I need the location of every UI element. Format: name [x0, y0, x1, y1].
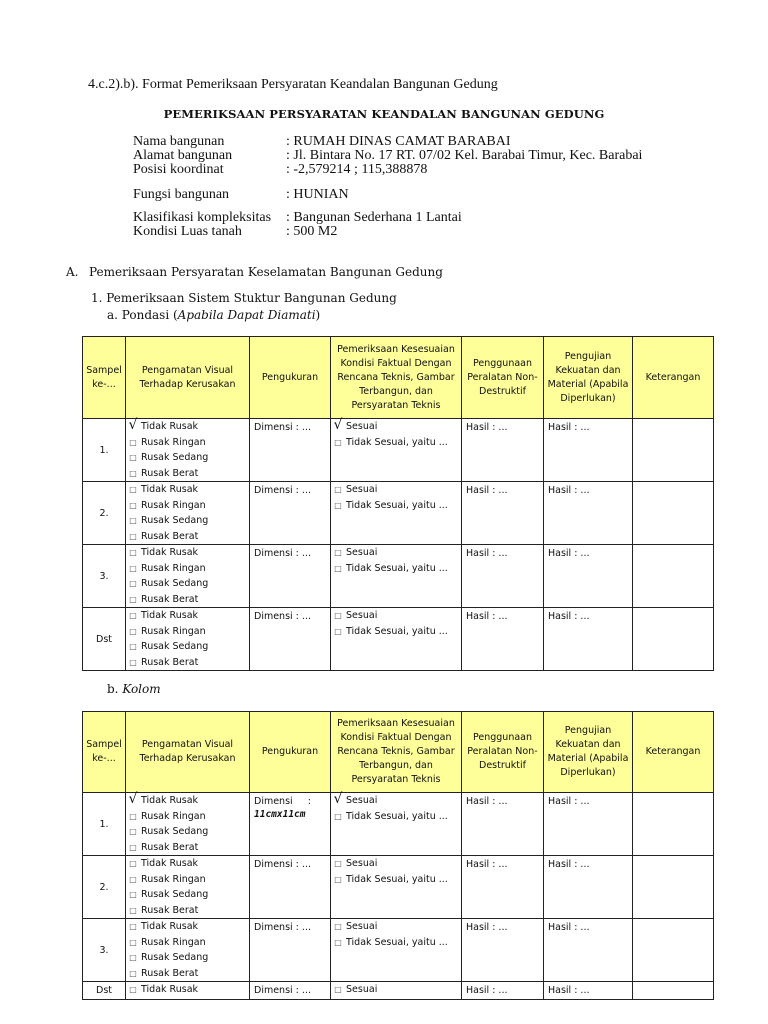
visual-option: [126, 466, 249, 482]
header-pengujian: Pengujian Kekuatan dan Material (Apabila Diperlukan): [544, 337, 633, 419]
info-value: : RUMAH DINAS CAMAT BARABAI: [286, 134, 511, 149]
checkbox-icon[interactable]: □: [129, 642, 137, 651]
header-peralatan: Penggunaan Peralatan Non-Destruktif: [462, 337, 544, 419]
option-label: Rusak Sedang: [141, 641, 209, 652]
remarks-cell[interactable]: [633, 919, 714, 982]
visual-options-cell: [126, 982, 250, 1000]
material-test-result-cell[interactable]: Hasil : ...: [544, 482, 633, 545]
table-row: [83, 545, 714, 608]
checkbox-icon[interactable]: □: [129, 579, 137, 588]
table-row: [83, 982, 714, 1000]
checkbox-icon[interactable]: □: [129, 453, 137, 462]
option-label: Tidak Rusak: [141, 795, 199, 806]
header-sampel: Sampel ke-...: [83, 337, 126, 419]
sample-number: 2.: [83, 482, 126, 545]
subsection-pondasi: [107, 308, 320, 322]
conformity-option: [331, 809, 461, 825]
kolom-table: [82, 711, 714, 1000]
checkbox-icon[interactable]: □: [129, 811, 137, 821]
option-label: Tidak Sesuai, yaitu ...: [346, 499, 448, 511]
nondestructive-result-cell[interactable]: Hasil : ...: [462, 545, 544, 608]
measurement-label: Dimensi : ...: [254, 985, 311, 996]
visual-option: [126, 872, 249, 888]
conformity-options-cell: [331, 919, 462, 982]
info-label: Posisi koordinat: [133, 162, 224, 177]
visual-option: [126, 482, 249, 498]
sample-number: 1.: [83, 419, 126, 482]
measurement-label: Dimensi : ...: [254, 922, 311, 933]
info-klasifikasi: [133, 210, 462, 225]
table-row: [83, 482, 714, 545]
visual-option: [126, 655, 249, 671]
table-row: [83, 419, 714, 482]
checkbox-icon[interactable]: □: [334, 563, 342, 573]
section-1-heading: 1. Pemeriksaan Sistem Stuktur Bangunan Gedung: [91, 291, 397, 305]
material-test-result-cell[interactable]: Hasil : ...: [544, 793, 633, 856]
conformity-option: [331, 498, 461, 514]
visual-option: [126, 793, 249, 809]
measurement-cell[interactable]: [250, 545, 331, 608]
visual-options-cell: [126, 545, 250, 608]
visual-option: [126, 592, 249, 608]
visual-option: [126, 982, 249, 998]
option-label: Tidak Rusak: [141, 610, 199, 621]
sample-number: Dst: [83, 608, 126, 671]
header-pengukuran: Pengukuran: [250, 712, 331, 793]
option-label: Tidak Sesuai, yaitu ...: [346, 436, 448, 448]
sample-number: 1.: [83, 793, 126, 856]
visual-option: [126, 561, 249, 577]
checkbox-icon[interactable]: □: [334, 985, 342, 994]
remarks-cell[interactable]: [633, 982, 714, 1000]
option-label: Tidak Sesuai, yaitu ...: [346, 936, 448, 948]
nondestructive-result-cell[interactable]: Hasil : ...: [462, 608, 544, 671]
option-label: Rusak Sedang: [141, 452, 209, 463]
checkbox-icon[interactable]: □: [334, 937, 342, 947]
checkbox-icon[interactable]: □: [334, 548, 342, 557]
visual-option: [126, 450, 249, 466]
option-label: Rusak Sedang: [141, 826, 209, 837]
info-label: Klasifikasi kompleksitas: [133, 210, 272, 225]
visual-option: [126, 903, 249, 919]
measurement-label: Dimensi : ...: [254, 548, 311, 559]
visual-option: [126, 639, 249, 655]
option-label: Rusak Sedang: [141, 515, 209, 526]
document-heading: 4.c.2).b). Format Pemeriksaan Persyaratan Keandalan Bangunan Gedung: [88, 77, 498, 92]
option-label: Tidak Sesuai, yaitu ...: [346, 810, 448, 822]
visual-options-cell: [126, 793, 250, 856]
option-label: Tidak Rusak: [141, 858, 199, 869]
measurement-cell[interactable]: [250, 608, 331, 671]
visual-option: [126, 824, 249, 840]
subsection-italic: Apabila Dapat Diamati: [177, 308, 316, 322]
info-luas: [133, 224, 337, 239]
checkbox-icon[interactable]: □: [129, 905, 137, 915]
conformity-options-cell: [331, 545, 462, 608]
visual-option: [126, 435, 249, 451]
remarks-cell[interactable]: [633, 608, 714, 671]
measurement-label: Dimensi :: [254, 796, 311, 807]
option-label: Rusak Sedang: [141, 889, 209, 900]
info-alamat: [133, 148, 642, 163]
option-label: Rusak Berat: [141, 841, 199, 853]
option-label: Sesuai: [346, 858, 378, 869]
option-label: Rusak Sedang: [141, 952, 209, 963]
checkbox-icon[interactable]: □: [129, 531, 137, 541]
nondestructive-result-cell[interactable]: Hasil : ...: [462, 482, 544, 545]
measurement-label: Dimensi : ...: [254, 611, 311, 622]
info-fungsi: [133, 187, 349, 202]
subsection-prefix: b.: [107, 682, 123, 696]
material-test-result-cell[interactable]: Hasil : ...: [544, 608, 633, 671]
pondasi-table: [82, 336, 714, 671]
option-label: Rusak Berat: [141, 904, 199, 916]
option-label: Sesuai: [346, 795, 378, 806]
option-label: Rusak Ringan: [141, 873, 206, 885]
header-sampel: Sampel ke-...: [83, 712, 126, 793]
visual-option: [126, 498, 249, 514]
checkbox-icon[interactable]: □: [129, 968, 137, 978]
visual-option: [126, 840, 249, 856]
table-row: [83, 793, 714, 856]
visual-option: [126, 529, 249, 545]
visual-option: [126, 624, 249, 640]
subsection-prefix: a. Pondasi (: [107, 308, 178, 322]
conformity-options-cell: [331, 419, 462, 482]
measurement-label: Dimensi : ...: [254, 859, 311, 870]
checkbox-icon[interactable]: □: [129, 437, 137, 447]
visual-option: [126, 950, 249, 966]
nondestructive-result-cell[interactable]: Hasil : ...: [462, 793, 544, 856]
option-label: Rusak Ringan: [141, 436, 206, 448]
option-label: Tidak Rusak: [141, 921, 199, 932]
checkbox-icon[interactable]: □: [129, 874, 137, 884]
conformity-options-cell: [331, 856, 462, 919]
visual-option: [126, 919, 249, 935]
section-a-text: Pemeriksaan Persyaratan Keselamatan Bangunan Gedung: [89, 265, 443, 279]
checkbox-icon[interactable]: □: [334, 811, 342, 821]
visual-options-cell: [126, 482, 250, 545]
visual-options-cell: [126, 608, 250, 671]
header-kesesuaian: Pemeriksaan Kesesuaian Kondisi Faktual Dengan Rencana Teknis, Gambar Terbangun, dan Persyaratan Teknis: [331, 337, 462, 419]
header-keterangan: Keterangan: [633, 337, 714, 419]
visual-option: [126, 966, 249, 982]
option-label: Sesuai: [346, 610, 378, 621]
conformity-option: [331, 919, 461, 935]
option-label: Tidak Sesuai, yaitu ...: [346, 625, 448, 637]
header-peralatan: Penggunaan Peralatan Non-Destruktif: [462, 712, 544, 793]
conformity-options-cell: [331, 793, 462, 856]
sample-number: 3.: [83, 545, 126, 608]
checkbox-icon[interactable]: □: [334, 437, 342, 447]
checkmark-icon[interactable]: √: [333, 791, 343, 807]
nondestructive-result-cell[interactable]: Hasil : ...: [462, 856, 544, 919]
checkbox-icon[interactable]: □: [334, 611, 342, 620]
visual-options-cell: [126, 856, 250, 919]
option-label: Sesuai: [346, 547, 378, 558]
checkbox-icon[interactable]: □: [129, 611, 137, 620]
checkmark-icon[interactable]: √: [128, 417, 138, 433]
checkbox-icon[interactable]: □: [129, 859, 137, 868]
nondestructive-result-cell[interactable]: Hasil : ...: [462, 982, 544, 1000]
visual-option: [126, 419, 249, 435]
measurement-cell[interactable]: [250, 919, 331, 982]
info-label: Nama bangunan: [133, 134, 225, 149]
info-label: Alamat bangunan: [133, 148, 233, 163]
conformity-option: [331, 608, 461, 624]
table-header-row: [83, 712, 714, 793]
material-test-result-cell[interactable]: Hasil : ...: [544, 419, 633, 482]
checkbox-icon[interactable]: □: [129, 468, 137, 478]
checkbox-icon[interactable]: □: [334, 874, 342, 884]
checkbox-icon[interactable]: □: [129, 500, 137, 510]
info-value: : Bangunan Sederhana 1 Lantai: [286, 210, 462, 225]
option-label: Rusak Berat: [141, 530, 199, 542]
header-keterangan: Keterangan: [633, 712, 714, 793]
conformity-option: [331, 982, 461, 998]
checkbox-icon[interactable]: □: [129, 953, 137, 962]
option-label: Tidak Rusak: [141, 547, 199, 558]
remarks-cell[interactable]: [633, 419, 714, 482]
info-value: : -2,579214 ; 115,388878: [286, 162, 428, 177]
conformity-option: [331, 435, 461, 451]
option-label: Tidak Sesuai, yaitu ...: [346, 873, 448, 885]
checkbox-icon[interactable]: □: [129, 985, 137, 994]
remarks-cell[interactable]: [633, 545, 714, 608]
option-label: Tidak Rusak: [141, 484, 199, 495]
subsection-suffix: ): [315, 308, 321, 322]
header-pengujian: Pengujian Kekuatan dan Material (Apabila Diperlukan): [544, 712, 633, 793]
option-label: Sesuai: [346, 921, 378, 932]
option-label: Sesuai: [346, 984, 378, 995]
info-value: : HUNIAN: [286, 187, 349, 202]
checkbox-icon[interactable]: □: [129, 548, 137, 557]
option-label: Rusak Ringan: [141, 625, 206, 637]
visual-option: [126, 513, 249, 529]
sample-number: 3.: [83, 919, 126, 982]
header-visual: Pengamatan Visual Terhadap Kerusakan: [126, 712, 250, 793]
conformity-option: [331, 482, 461, 498]
measurement-cell[interactable]: [250, 856, 331, 919]
header-visual: Pengamatan Visual Terhadap Kerusakan: [126, 337, 250, 419]
info-label: Kondisi Luas tanah: [133, 224, 242, 239]
conformity-option: [331, 545, 461, 561]
measurement-value: 11cmx11cm: [254, 809, 306, 820]
conformity-options-cell: [331, 982, 462, 1000]
header-kesesuaian: Pemeriksaan Kesesuaian Kondisi Faktual Dengan Rencana Teknis, Gambar Terbangun, dan Persyaratan Teknis: [331, 712, 462, 793]
nondestructive-result-cell[interactable]: Hasil : ...: [462, 419, 544, 482]
checkbox-icon[interactable]: □: [129, 594, 137, 604]
conformity-option: [331, 872, 461, 888]
conformity-option: [331, 793, 461, 809]
measurement-cell[interactable]: [250, 419, 331, 482]
option-label: Rusak Sedang: [141, 578, 209, 589]
checkmark-icon[interactable]: √: [128, 791, 138, 807]
section-a-heading: [66, 265, 443, 279]
checkbox-icon[interactable]: □: [129, 937, 137, 947]
table-row: [83, 856, 714, 919]
info-value: : Jl. Bintara No. 17 RT. 07/02 Kel. Barabai Timur, Kec. Barabai: [286, 148, 643, 163]
nondestructive-result-cell[interactable]: Hasil : ...: [462, 919, 544, 982]
info-value: : 500 M2: [286, 224, 338, 239]
checkbox-icon[interactable]: □: [334, 922, 342, 931]
sample-number: Dst: [83, 982, 126, 1000]
header-pengukuran: Pengukuran: [250, 337, 331, 419]
option-label: Rusak Berat: [141, 967, 199, 979]
conformity-option: [331, 561, 461, 577]
option-label: Rusak Ringan: [141, 810, 206, 822]
checkbox-icon[interactable]: □: [129, 516, 137, 525]
visual-option: [126, 935, 249, 951]
sample-number: 2.: [83, 856, 126, 919]
option-label: Rusak Ringan: [141, 499, 206, 511]
document-title: PEMERIKSAAN PERSYARATAN KEANDALAN BANGUNAN GEDUNG: [163, 107, 605, 121]
conformity-option: [331, 856, 461, 872]
subsection-kolom: [107, 682, 161, 696]
option-label: Rusak Ringan: [141, 562, 206, 574]
table-row: [83, 919, 714, 982]
checkbox-icon[interactable]: □: [129, 563, 137, 573]
visual-options-cell: [126, 919, 250, 982]
option-label: Sesuai: [346, 421, 378, 432]
checkbox-icon[interactable]: □: [129, 626, 137, 636]
option-label: Tidak Sesuai, yaitu ...: [346, 562, 448, 574]
option-label: Tidak Rusak: [141, 984, 199, 995]
material-test-result-cell[interactable]: Hasil : ...: [544, 545, 633, 608]
measurement-cell[interactable]: [250, 793, 331, 856]
visual-option: [126, 856, 249, 872]
option-label: Tidak Rusak: [141, 421, 199, 432]
material-test-result-cell[interactable]: Hasil : ...: [544, 982, 633, 1000]
visual-option: [126, 576, 249, 592]
checkbox-icon[interactable]: □: [129, 657, 137, 667]
conformity-options-cell: [331, 608, 462, 671]
measurement-label: Dimensi : ...: [254, 485, 311, 496]
subsection-italic: Kolom: [122, 682, 161, 696]
visual-option: [126, 608, 249, 624]
checkbox-icon[interactable]: □: [334, 626, 342, 636]
visual-option: [126, 809, 249, 825]
info-label: Fungsi bangunan: [133, 187, 230, 202]
checkbox-icon[interactable]: □: [129, 485, 137, 494]
visual-option: [126, 887, 249, 903]
checkbox-icon[interactable]: □: [129, 890, 137, 899]
measurement-label: Dimensi : ...: [254, 422, 311, 433]
remarks-cell[interactable]: [633, 793, 714, 856]
conformity-options-cell: [331, 482, 462, 545]
material-test-result-cell[interactable]: Hasil : ...: [544, 919, 633, 982]
option-label: Rusak Berat: [141, 656, 199, 668]
conformity-option: [331, 935, 461, 951]
option-label: Rusak Berat: [141, 593, 199, 605]
checkbox-icon[interactable]: □: [334, 485, 342, 494]
table-header-row: [83, 337, 714, 419]
remarks-cell[interactable]: [633, 482, 714, 545]
conformity-option: [331, 624, 461, 640]
visual-options-cell: [126, 419, 250, 482]
info-nama: [133, 134, 511, 149]
section-marker: A.: [66, 265, 79, 279]
checkbox-icon[interactable]: □: [129, 842, 137, 852]
table-row: [83, 608, 714, 671]
checkbox-icon[interactable]: □: [129, 827, 137, 836]
checkbox-icon[interactable]: □: [334, 859, 342, 868]
checkbox-icon[interactable]: □: [129, 922, 137, 931]
checkmark-icon[interactable]: √: [333, 417, 343, 433]
checkbox-icon[interactable]: □: [334, 500, 342, 510]
measurement-cell[interactable]: [250, 982, 331, 1000]
info-koordinat: [133, 162, 427, 177]
option-label: Sesuai: [346, 484, 378, 495]
visual-option: [126, 545, 249, 561]
option-label: Rusak Berat: [141, 467, 199, 479]
material-test-result-cell[interactable]: Hasil : ...: [544, 856, 633, 919]
conformity-option: [331, 419, 461, 435]
measurement-cell[interactable]: [250, 482, 331, 545]
remarks-cell[interactable]: [633, 856, 714, 919]
option-label: Rusak Ringan: [141, 936, 206, 948]
